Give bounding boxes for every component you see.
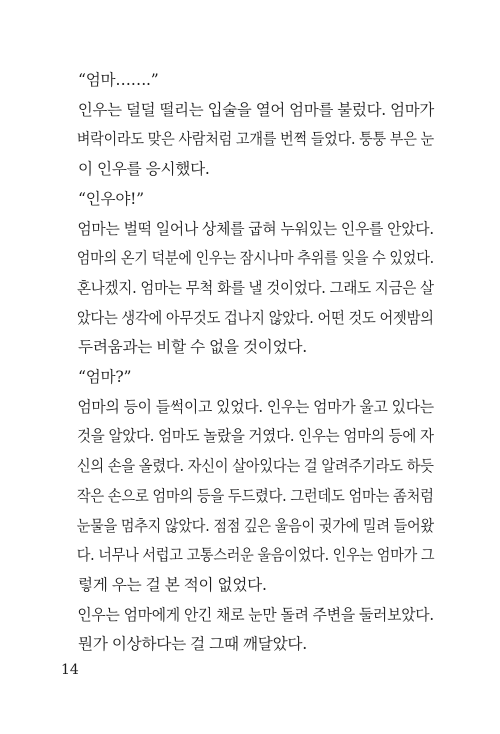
text-line: 작은 손으로 엄마의 등을 두드렸다. 그런데도 엄마는 좀처럼 [76, 486, 434, 505]
text-line: 엄마는 벌떡 일어나 상체를 굽혀 누워있는 인우를 안았다. [77, 219, 434, 238]
paragraph [64, 363, 436, 393]
text-line: 벼락이라도 맞은 사람처럼 고개를 번쩍 들었다. 퉁퉁 부은 눈 [76, 130, 434, 149]
text-line: 이 인우를 응시했다. [78, 160, 210, 179]
text-line: 인우는 엄마에게 안긴 채로 눈만 돌려 주변을 둘러보았다. [77, 605, 434, 624]
paragraph [64, 393, 436, 601]
paragraph [64, 66, 436, 96]
text-line: 혼나겠지. 엄마는 무척 화를 낼 것이었다. 그래도 지금은 살 [77, 278, 434, 297]
text-line: 것을 알았다. 엄마도 놀랐을 거였다. 인우는 엄마의 등에 자 [77, 427, 434, 446]
paragraph [64, 185, 436, 215]
text-line: 다. 너무나 서럽고 고통스러운 울음이었다. 인우는 엄마가 그 [76, 546, 435, 565]
text-line: 인우는 덜덜 떨리는 입술을 열어 엄마를 불렀다. 엄마가 [77, 100, 435, 119]
paragraph [64, 215, 436, 364]
text-line: 신의 손을 올렸다. 자신이 살아있다는 걸 알려주기라도 하듯 [76, 457, 434, 476]
text-line: “엄마…….” [78, 71, 159, 89]
text-line: 았다는 생각에 아무것도 겁나지 않았다. 어떤 것도 어젯밤의 [76, 308, 434, 327]
paragraph [64, 601, 436, 660]
text-line: 엄마의 온기 덕분에 인우는 잠시나마 추위를 잊을 수 있었다. [76, 249, 434, 268]
story-text [64, 66, 436, 660]
paragraph [64, 96, 436, 185]
text-line: “인우야!” [78, 189, 144, 208]
text-line: 눈물을 멈추지 않았다. 점점 깊은 울음이 귓가에 밀려 들어왔 [76, 516, 434, 535]
text-line: 렇게 우는 걸 본 적이 없었다. [78, 575, 267, 594]
text-line: 두려움과는 비할 수 없을 것이었다. [78, 338, 307, 357]
text-line: 뭔가 이상하다는 걸 그때 깨달았다. [78, 635, 307, 654]
text-line: 엄마의 등이 들썩이고 있었다. 인우는 엄마가 울고 있다는 [77, 397, 434, 416]
page-number: 14 [61, 662, 79, 678]
text-line: “엄마?” [78, 368, 132, 387]
